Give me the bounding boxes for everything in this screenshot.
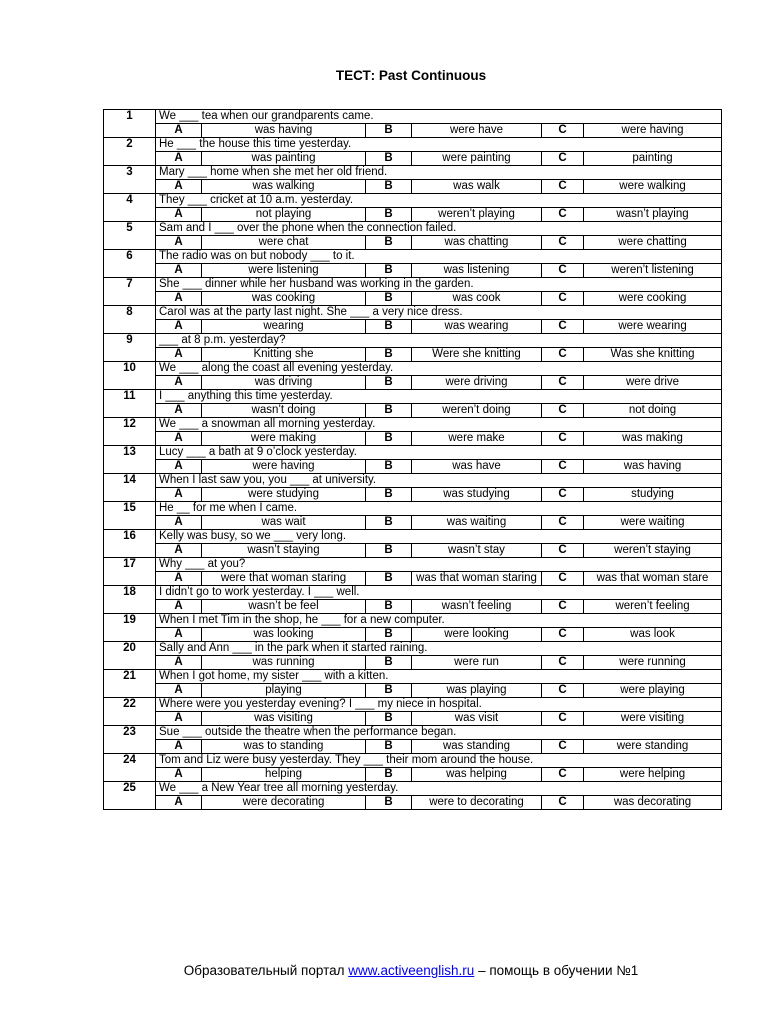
- option-a: were listening: [202, 264, 366, 278]
- question-number: 22: [104, 698, 156, 726]
- question-row: [104, 782, 722, 796]
- question-text: Mary ___ home when she met her old friend.: [156, 166, 722, 180]
- option-letter-c: C: [542, 516, 584, 530]
- footer-prefix: Образовательный портал: [183, 963, 349, 978]
- option-letter-a: A: [156, 152, 202, 166]
- option-b: were looking: [412, 628, 542, 642]
- question-text: When I last saw you, you ___ at university.: [156, 474, 722, 488]
- option-letter-a: A: [156, 488, 202, 502]
- options-row: [104, 264, 722, 278]
- option-b: was wearing: [412, 320, 542, 334]
- option-c: weren’t staying: [584, 544, 722, 558]
- options-row: [104, 600, 722, 614]
- question-number: 15: [104, 502, 156, 530]
- option-letter-b: B: [366, 376, 412, 390]
- question-number: 8: [104, 306, 156, 334]
- option-letter-c: C: [542, 152, 584, 166]
- option-letter-c: C: [542, 740, 584, 754]
- question-number: 25: [104, 782, 156, 810]
- options-row: [104, 432, 722, 446]
- option-letter-c: C: [542, 180, 584, 194]
- option-letter-c: C: [542, 404, 584, 418]
- option-letter-b: B: [366, 404, 412, 418]
- option-b: weren’t doing: [412, 404, 542, 418]
- option-c: not doing: [584, 404, 722, 418]
- option-b: was have: [412, 460, 542, 474]
- option-a: wearing: [202, 320, 366, 334]
- question-row: [104, 698, 722, 712]
- option-c: weren’t listening: [584, 264, 722, 278]
- option-letter-c: C: [542, 768, 584, 782]
- question-number: 14: [104, 474, 156, 502]
- question-text: Sam and I ___ over the phone when the connection failed.: [156, 222, 722, 236]
- question-text: When I got home, my sister ___ with a kitten.: [156, 670, 722, 684]
- option-a: were studying: [202, 488, 366, 502]
- option-c: was that woman stare: [584, 572, 722, 586]
- option-letter-b: B: [366, 628, 412, 642]
- question-number: 16: [104, 530, 156, 558]
- question-text: Lucy ___ a bath at 9 o’clock yesterday.: [156, 446, 722, 460]
- option-b: was cook: [412, 292, 542, 306]
- question-row: [104, 278, 722, 292]
- question-text: They ___ cricket at 10 a.m. yesterday.: [156, 194, 722, 208]
- question-text: We ___ along the coast all evening yesterday.: [156, 362, 722, 376]
- option-c: were chatting: [584, 236, 722, 250]
- option-letter-a: A: [156, 292, 202, 306]
- option-letter-b: B: [366, 124, 412, 138]
- question-number: 9: [104, 334, 156, 362]
- option-b: wasn’t feeling: [412, 600, 542, 614]
- question-number: 4: [104, 194, 156, 222]
- question-text: We ___ a snowman all morning yesterday.: [156, 418, 722, 432]
- question-text: Sue ___ outside the theatre when the performance began.: [156, 726, 722, 740]
- option-letter-a: A: [156, 768, 202, 782]
- question-row: [104, 306, 722, 320]
- question-row: [104, 474, 722, 488]
- option-letter-a: A: [156, 572, 202, 586]
- question-row: [104, 138, 722, 152]
- option-letter-b: B: [366, 572, 412, 586]
- question-text: Carol was at the party last night. She ___ a very nice dress.: [156, 306, 722, 320]
- question-row: [104, 222, 722, 236]
- options-row: [104, 768, 722, 782]
- question-row: [104, 754, 722, 768]
- question-text: We ___ tea when our grandparents came.: [156, 110, 722, 124]
- option-letter-a: A: [156, 628, 202, 642]
- option-c: were running: [584, 656, 722, 670]
- option-c: wasn’t playing: [584, 208, 722, 222]
- option-letter-a: A: [156, 516, 202, 530]
- option-letter-b: B: [366, 460, 412, 474]
- option-a: wasn’t doing: [202, 404, 366, 418]
- option-letter-b: B: [366, 684, 412, 698]
- option-letter-c: C: [542, 320, 584, 334]
- option-letter-a: A: [156, 684, 202, 698]
- options-row: [104, 572, 722, 586]
- options-row: [104, 404, 722, 418]
- option-letter-c: C: [542, 124, 584, 138]
- question-row: [104, 194, 722, 208]
- option-a: wasn’t staying: [202, 544, 366, 558]
- option-letter-a: A: [156, 432, 202, 446]
- option-b: was standing: [412, 740, 542, 754]
- option-letter-b: B: [366, 236, 412, 250]
- footer-link[interactable]: www.activeenglish.ru: [348, 963, 475, 978]
- option-b: were driving: [412, 376, 542, 390]
- question-row: [104, 502, 722, 516]
- option-c: were cooking: [584, 292, 722, 306]
- question-row: [104, 558, 722, 572]
- option-a: was wait: [202, 516, 366, 530]
- option-a: was cooking: [202, 292, 366, 306]
- question-text: We ___ a New Year tree all morning yesterday.: [156, 782, 722, 796]
- question-text: The radio was on but nobody ___ to it.: [156, 250, 722, 264]
- question-text: Tom and Liz were busy yesterday. They ___ their mom around the house.: [156, 754, 722, 768]
- question-number: 7: [104, 278, 156, 306]
- option-letter-c: C: [542, 264, 584, 278]
- option-letter-b: B: [366, 292, 412, 306]
- options-row: [104, 488, 722, 502]
- option-letter-b: B: [366, 516, 412, 530]
- option-letter-b: B: [366, 656, 412, 670]
- option-a: was walking: [202, 180, 366, 194]
- options-row: [104, 292, 722, 306]
- option-c: were playing: [584, 684, 722, 698]
- option-b: weren’t playing: [412, 208, 542, 222]
- question-text: I didn’t go to work yesterday. I ___ well.: [156, 586, 722, 600]
- question-row: [104, 390, 722, 404]
- question-text: Where were you yesterday evening? I ___ my niece in hospital.: [156, 698, 722, 712]
- options-row: [104, 124, 722, 138]
- option-c: was making: [584, 432, 722, 446]
- question-row: [104, 418, 722, 432]
- question-text: He __ for me when I came.: [156, 502, 722, 516]
- option-c: was decorating: [584, 796, 722, 810]
- option-letter-b: B: [366, 152, 412, 166]
- option-letter-b: B: [366, 740, 412, 754]
- option-c: weren’t feeling: [584, 600, 722, 614]
- option-letter-a: A: [156, 348, 202, 362]
- option-c: were standing: [584, 740, 722, 754]
- question-number: 10: [104, 362, 156, 390]
- option-letter-b: B: [366, 208, 412, 222]
- question-number: 24: [104, 754, 156, 782]
- option-b: was chatting: [412, 236, 542, 250]
- option-b: was that woman staring: [412, 572, 542, 586]
- option-letter-c: C: [542, 460, 584, 474]
- option-c: were waiting: [584, 516, 722, 530]
- option-b: was waiting: [412, 516, 542, 530]
- footer: [0, 963, 768, 978]
- option-a: not playing: [202, 208, 366, 222]
- option-c: were visiting: [584, 712, 722, 726]
- options-row: [104, 460, 722, 474]
- option-b: were have: [412, 124, 542, 138]
- option-b: were painting: [412, 152, 542, 166]
- option-letter-c: C: [542, 628, 584, 642]
- option-letter-b: B: [366, 180, 412, 194]
- options-row: [104, 180, 722, 194]
- option-a: helping: [202, 768, 366, 782]
- option-letter-a: A: [156, 712, 202, 726]
- option-a: were that woman staring: [202, 572, 366, 586]
- option-b: wasn’t stay: [412, 544, 542, 558]
- option-letter-a: A: [156, 404, 202, 418]
- option-a: was visiting: [202, 712, 366, 726]
- question-text: When I met Tim in the shop, he ___ for a new computer.: [156, 614, 722, 628]
- question-number: 11: [104, 390, 156, 418]
- options-row: [104, 544, 722, 558]
- question-number: 23: [104, 726, 156, 754]
- option-letter-c: C: [542, 488, 584, 502]
- option-b: Were she knitting: [412, 348, 542, 362]
- question-number: 2: [104, 138, 156, 166]
- options-row: [104, 516, 722, 530]
- options-row: [104, 740, 722, 754]
- option-letter-a: A: [156, 208, 202, 222]
- option-b: was visit: [412, 712, 542, 726]
- option-letter-c: C: [542, 656, 584, 670]
- option-a: was running: [202, 656, 366, 670]
- option-b: was playing: [412, 684, 542, 698]
- option-letter-a: A: [156, 376, 202, 390]
- option-letter-c: C: [542, 684, 584, 698]
- question-number: 1: [104, 110, 156, 138]
- option-a: were making: [202, 432, 366, 446]
- question-row: [104, 250, 722, 264]
- option-a: was looking: [202, 628, 366, 642]
- question-number: 12: [104, 418, 156, 446]
- option-letter-a: A: [156, 460, 202, 474]
- option-letter-b: B: [366, 796, 412, 810]
- option-letter-b: B: [366, 600, 412, 614]
- option-letter-b: B: [366, 264, 412, 278]
- option-b: was walk: [412, 180, 542, 194]
- question-row: [104, 670, 722, 684]
- option-letter-a: A: [156, 796, 202, 810]
- option-a: playing: [202, 684, 366, 698]
- option-letter-a: A: [156, 740, 202, 754]
- option-letter-c: C: [542, 236, 584, 250]
- question-text: Why ___ at you?: [156, 558, 722, 572]
- options-row: [104, 712, 722, 726]
- option-letter-c: C: [542, 432, 584, 446]
- option-c: painting: [584, 152, 722, 166]
- options-row: [104, 628, 722, 642]
- question-text: She ___ dinner while her husband was working in the garden.: [156, 278, 722, 292]
- question-row: [104, 110, 722, 124]
- option-letter-a: A: [156, 600, 202, 614]
- options-row: [104, 236, 722, 250]
- page-title: ТЕСТ: Past Continuous: [335, 68, 487, 83]
- option-a: were chat: [202, 236, 366, 250]
- option-letter-a: A: [156, 124, 202, 138]
- question-row: [104, 642, 722, 656]
- option-letter-b: B: [366, 712, 412, 726]
- option-letter-a: A: [156, 320, 202, 334]
- question-number: 18: [104, 586, 156, 614]
- option-c: were walking: [584, 180, 722, 194]
- option-letter-b: B: [366, 348, 412, 362]
- options-row: [104, 152, 722, 166]
- options-row: [104, 376, 722, 390]
- option-a: wasn’t be feel: [202, 600, 366, 614]
- question-text: Sally and Ann ___ in the park when it started raining.: [156, 642, 722, 656]
- question-number: 20: [104, 642, 156, 670]
- option-b: were to decorating: [412, 796, 542, 810]
- question-number: 5: [104, 222, 156, 250]
- question-number: 17: [104, 558, 156, 586]
- question-number: 3: [104, 166, 156, 194]
- option-c: were drive: [584, 376, 722, 390]
- option-letter-c: C: [542, 544, 584, 558]
- option-letter-b: B: [366, 432, 412, 446]
- option-letter-b: B: [366, 488, 412, 502]
- option-c: studying: [584, 488, 722, 502]
- option-a: was painting: [202, 152, 366, 166]
- question-row: [104, 166, 722, 180]
- option-c: were wearing: [584, 320, 722, 334]
- option-a: Knitting she: [202, 348, 366, 362]
- option-letter-b: B: [366, 544, 412, 558]
- option-a: were decorating: [202, 796, 366, 810]
- question-row: [104, 334, 722, 348]
- question-text: I ___ anything this time yesterday.: [156, 390, 722, 404]
- footer-suffix: – помощь в обучении №1: [474, 963, 639, 978]
- question-row: [104, 614, 722, 628]
- option-letter-c: C: [542, 348, 584, 362]
- option-a: was having: [202, 124, 366, 138]
- question-row: [104, 726, 722, 740]
- option-b: was studying: [412, 488, 542, 502]
- option-a: was to standing: [202, 740, 366, 754]
- options-row: [104, 348, 722, 362]
- question-row: [104, 586, 722, 600]
- option-letter-b: B: [366, 320, 412, 334]
- option-letter-a: A: [156, 180, 202, 194]
- question-text: Kelly was busy, so we ___ very long.: [156, 530, 722, 544]
- option-c: Was she knitting: [584, 348, 722, 362]
- option-letter-c: C: [542, 572, 584, 586]
- option-c: was look: [584, 628, 722, 642]
- option-letter-c: C: [542, 796, 584, 810]
- question-text: He ___ the house this time yesterday.: [156, 138, 722, 152]
- options-row: [104, 796, 722, 810]
- option-letter-c: C: [542, 376, 584, 390]
- option-letter-a: A: [156, 264, 202, 278]
- test-table: [103, 109, 722, 810]
- option-letter-a: A: [156, 656, 202, 670]
- option-letter-a: A: [156, 236, 202, 250]
- option-letter-c: C: [542, 712, 584, 726]
- options-row: [104, 684, 722, 698]
- question-number: 6: [104, 250, 156, 278]
- options-row: [104, 208, 722, 222]
- option-letter-a: A: [156, 544, 202, 558]
- question-number: 19: [104, 614, 156, 642]
- option-letter-c: C: [542, 292, 584, 306]
- question-row: [104, 446, 722, 460]
- option-c: was having: [584, 460, 722, 474]
- option-c: were having: [584, 124, 722, 138]
- question-row: [104, 362, 722, 376]
- question-text: ___ at 8 p.m. yesterday?: [156, 334, 722, 348]
- question-row: [104, 530, 722, 544]
- option-b: was helping: [412, 768, 542, 782]
- option-b: was listening: [412, 264, 542, 278]
- option-a: was driving: [202, 376, 366, 390]
- option-letter-c: C: [542, 208, 584, 222]
- options-row: [104, 320, 722, 334]
- option-letter-b: B: [366, 768, 412, 782]
- option-c: were helping: [584, 768, 722, 782]
- question-number: 13: [104, 446, 156, 474]
- options-row: [104, 656, 722, 670]
- option-letter-c: C: [542, 600, 584, 614]
- option-a: were having: [202, 460, 366, 474]
- question-number: 21: [104, 670, 156, 698]
- option-b: were make: [412, 432, 542, 446]
- option-b: were run: [412, 656, 542, 670]
